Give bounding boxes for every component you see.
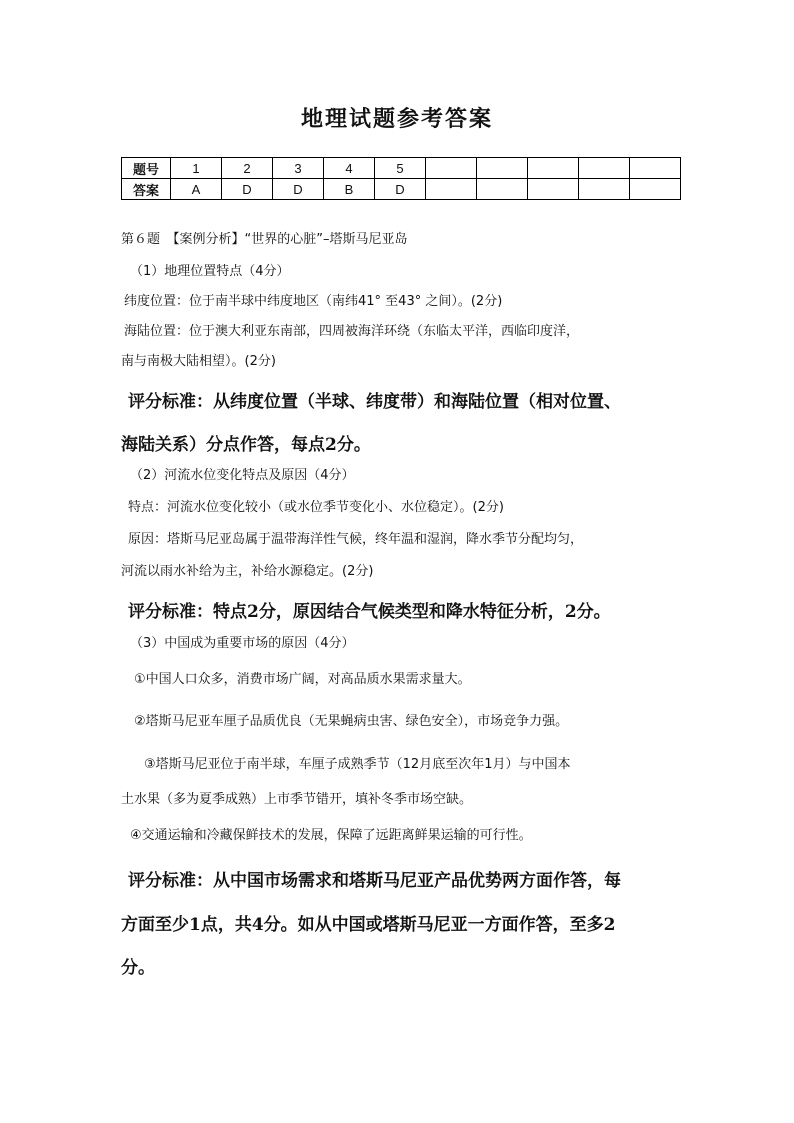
answer-text: 原因：塔斯马尼亚岛属于温带海洋性气候，终年温和湿润，降水季节分配均匀，	[128, 532, 584, 547]
table-cell	[528, 158, 579, 179]
table-cell: 5	[375, 158, 426, 179]
table-cell: 2	[222, 158, 273, 179]
table-cell	[477, 158, 528, 179]
table-cell	[579, 158, 630, 179]
page-title: 地理试题参考答案	[300, 106, 493, 132]
table-cell	[579, 179, 630, 200]
question-heading: 第６题 【案例分析】“世界的心脏”–塔斯马尼亚岛	[121, 232, 408, 247]
section-title: （3）中国成为重要市场的原因（4分）	[130, 636, 355, 651]
table-cell	[630, 158, 681, 179]
table-cell: D	[375, 179, 426, 200]
table-cell	[426, 158, 477, 179]
answer-text: 南与南极大陆相望）。(2分)	[121, 354, 276, 369]
list-item: ②塔斯马尼亚车厘子品质优良（无果蝇病虫害、绿色安全），市场竞争力强。	[134, 714, 569, 729]
scoring-standard: 评分标准：特点2分，原因结合气候类型和降水特征分析，2分。	[128, 602, 611, 622]
table-cell	[630, 179, 681, 200]
answer-text: 河流以雨水补给为主，补给水源稳定。(2分)	[121, 564, 374, 579]
list-item: ④交通运输和冷藏保鲜技术的发展，保障了远距离鲜果运输的可行性。	[130, 828, 532, 843]
table-cell: B	[324, 179, 375, 200]
answer-table	[121, 157, 681, 200]
table-cell: A	[171, 179, 222, 200]
table-cell: D	[273, 179, 324, 200]
section-title: （1）地理位置特点（4分）	[130, 264, 290, 279]
list-item: ③塔斯马尼亚位于南半球，车厘子成熟季节（12月底至次年1月）与中国本	[144, 757, 571, 772]
table-cell	[528, 179, 579, 200]
row-label: 答案	[122, 179, 171, 200]
answer-text: 纬度位置：位于南半球中纬度地区（南纬41° 至43° 之间）。(2分)	[124, 294, 503, 309]
table-row-answers	[122, 179, 681, 200]
list-item: ①中国人口众多，消费市场广阔，对高品质水果需求量大。	[134, 672, 471, 687]
scoring-standard: 评分标准：从纬度位置（半球、纬度带）和海陆位置（相对位置、	[128, 392, 621, 412]
table-cell	[477, 179, 528, 200]
table-cell: 1	[171, 158, 222, 179]
table-cell: 3	[273, 158, 324, 179]
scoring-standard: 方面至少1点，共4分。如从中国或塔斯马尼亚一方面作答，至多2	[121, 915, 616, 935]
table-cell: 4	[324, 158, 375, 179]
answer-text: 海陆位置：位于澳大利亚东南部，四周被海洋环绕（东临太平洋，西临印度洋，	[124, 324, 580, 339]
scoring-standard: 海陆关系）分点作答，每点2分。	[121, 435, 371, 455]
table-row-numbers	[122, 158, 681, 179]
list-item: 土水果（多为夏季成熟）上市季节错开，填补冬季市场空缺。	[121, 792, 473, 807]
row-label: 题号	[122, 158, 171, 179]
table-cell: D	[222, 179, 273, 200]
scoring-standard: 评分标准：从中国市场需求和塔斯马尼亚产品优势两方面作答，每	[128, 871, 621, 891]
table-cell	[426, 179, 477, 200]
scoring-standard: 分。	[121, 958, 155, 978]
section-title: （2）河流水位变化特点及原因（4分）	[130, 468, 355, 483]
answer-text: 特点：河流水位变化较小（或水位季节变化小、水位稳定）。(2分)	[128, 500, 504, 515]
